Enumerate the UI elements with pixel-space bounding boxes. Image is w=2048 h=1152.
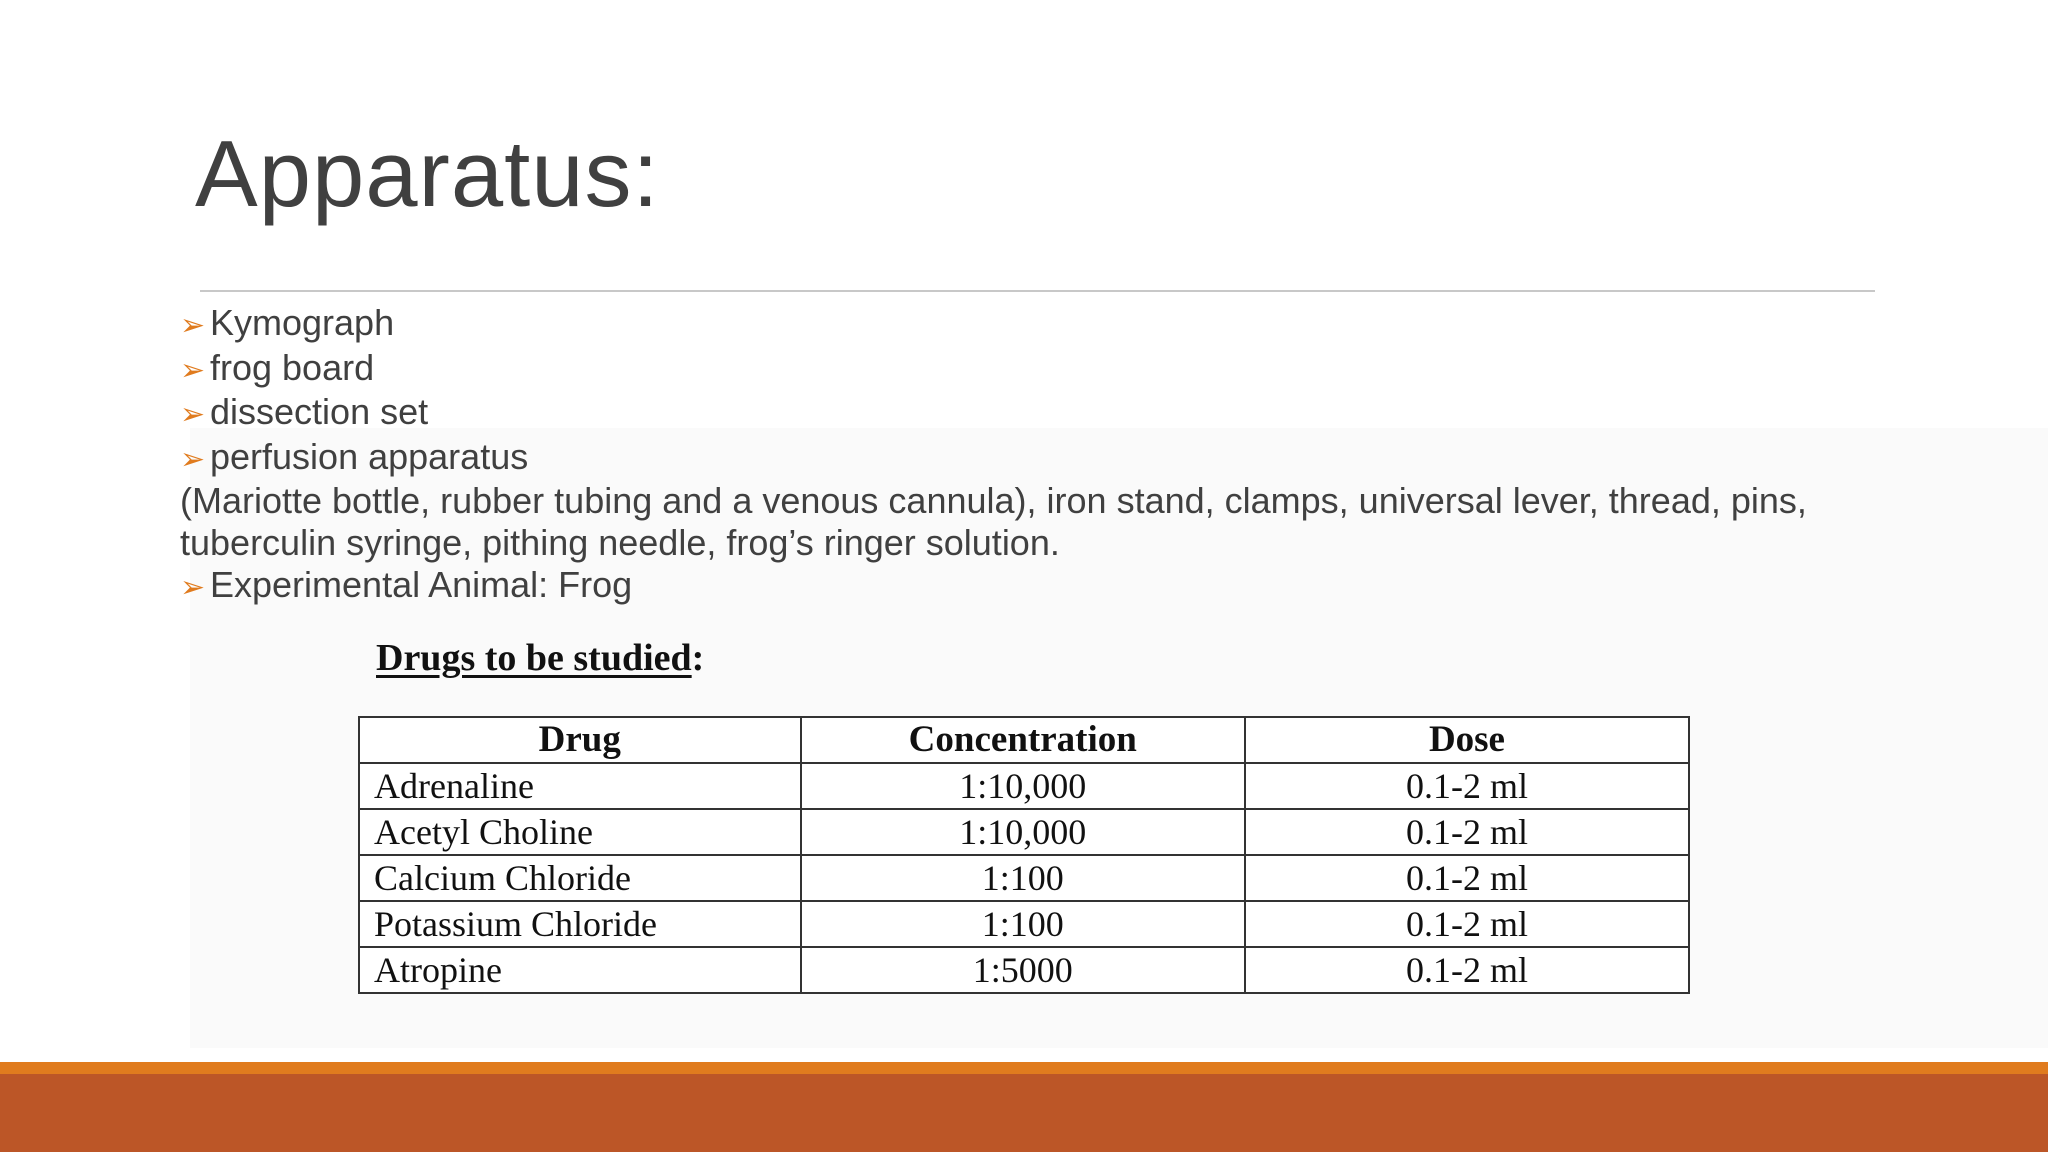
arrowhead-bullet-icon: ➢: [180, 353, 206, 387]
drugs-heading-text: Drugs to be studied: [376, 637, 692, 679]
arrowhead-bullet-icon: ➢: [180, 398, 206, 432]
cell-concentration: 1:10,000: [801, 763, 1245, 809]
footer-accent-stripe: [0, 1062, 2048, 1074]
cell-concentration: 1:100: [801, 855, 1245, 901]
drugs-heading: [376, 636, 704, 680]
table-row: [359, 763, 1689, 809]
list-item: [180, 436, 1880, 481]
column-header-concentration: Concentration: [801, 717, 1245, 763]
footer-band: [0, 1074, 2048, 1152]
table-row: [359, 855, 1689, 901]
list-item: [180, 302, 1880, 347]
table-header-row: [359, 717, 1689, 763]
cell-drug: Calcium Chloride: [359, 855, 801, 901]
cell-concentration: 1:100: [801, 901, 1245, 947]
cell-drug: Potassium Chloride: [359, 901, 801, 947]
column-header-dose: Dose: [1245, 717, 1689, 763]
list-item: [180, 391, 1880, 436]
cell-drug: Adrenaline: [359, 763, 801, 809]
cell-concentration: 1:5000: [801, 947, 1245, 993]
drugs-table: [358, 716, 1690, 994]
cell-dose: 0.1-2 ml: [1245, 947, 1689, 993]
table-row: [359, 901, 1689, 947]
cell-dose: 0.1-2 ml: [1245, 763, 1689, 809]
cell-dose: 0.1-2 ml: [1245, 901, 1689, 947]
table-row: [359, 947, 1689, 993]
column-header-drug: Drug: [359, 717, 801, 763]
list-item-text: Experimental Animal: Frog: [210, 563, 633, 605]
list-item-text: perfusion apparatus: [210, 435, 529, 477]
cell-drug: Acetyl Choline: [359, 809, 801, 855]
list-item-text: dissection set: [210, 391, 429, 433]
list-item: [180, 347, 1880, 392]
list-item-text: Kymograph: [210, 302, 395, 343]
apparatus-detail-text: (Mariotte bottle, rubber tubing and a venous cannula), iron stand, clamps, universal lever, thread, pins, tuberculin syringe, pithing needle, frog’s ringer solution.: [180, 480, 1807, 563]
arrowhead-bullet-icon: ➢: [180, 442, 206, 476]
cell-concentration: 1:10,000: [801, 809, 1245, 855]
cell-dose: 0.1-2 ml: [1245, 809, 1689, 855]
arrowhead-bullet-icon: ➢: [180, 570, 206, 604]
apparatus-list: [180, 302, 1880, 608]
cell-drug: Atropine: [359, 947, 801, 993]
list-item-text: frog board: [210, 346, 375, 388]
title-divider: [200, 290, 1875, 292]
table-row: [359, 809, 1689, 855]
arrowhead-bullet-icon: ➢: [180, 309, 206, 342]
cell-dose: 0.1-2 ml: [1245, 855, 1689, 901]
list-item: [180, 564, 1880, 609]
slide-title: Apparatus:: [195, 121, 660, 226]
drugs-heading-colon: :: [691, 637, 705, 679]
